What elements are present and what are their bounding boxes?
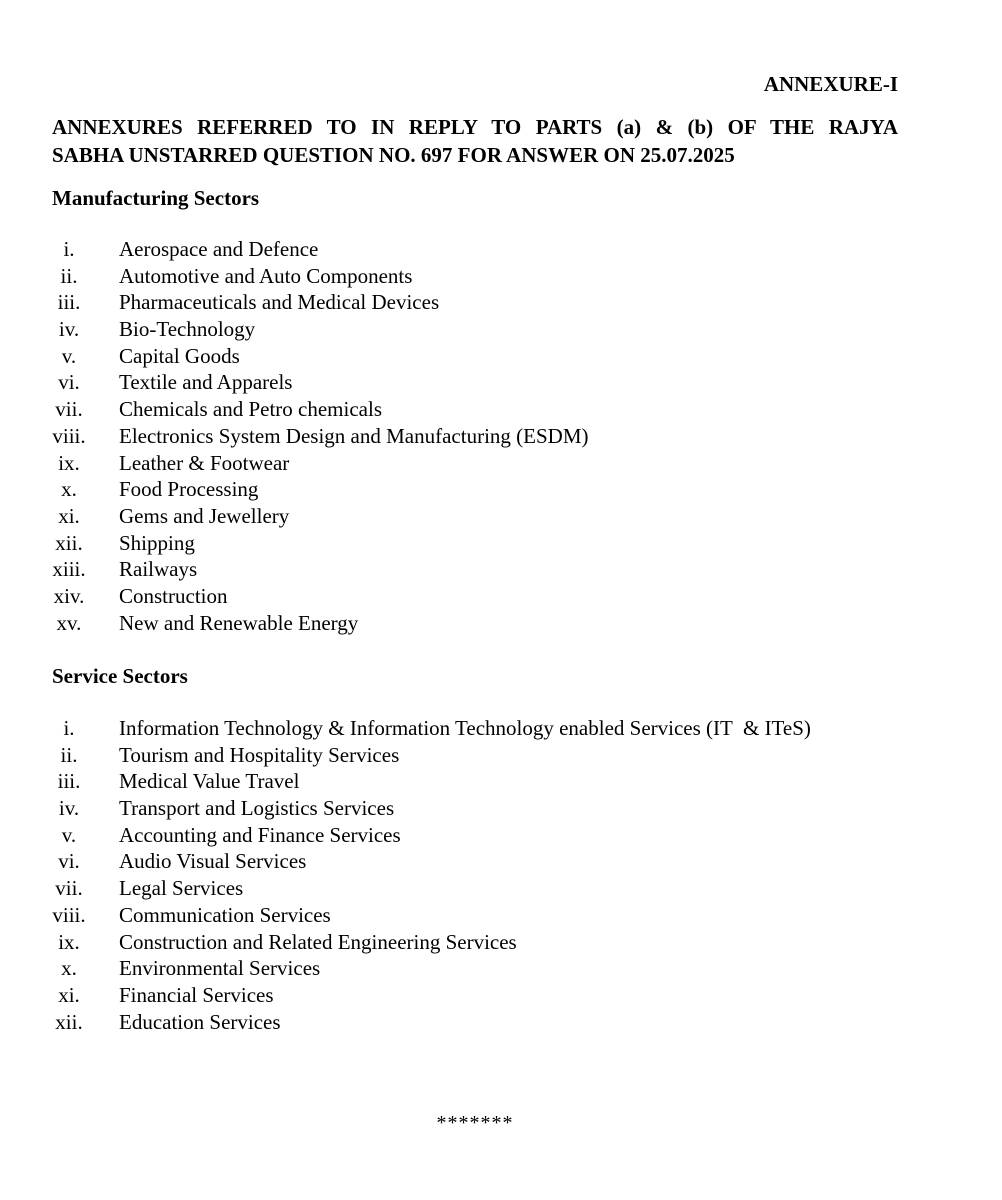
item-label: Food Processing <box>119 477 259 502</box>
item-label: Textile and Apparels <box>119 370 293 395</box>
item-label: Automotive and Auto Components <box>119 263 413 288</box>
list-item <box>0 822 1002 849</box>
list-item <box>0 875 1002 902</box>
item-label: Gems and Jewellery <box>119 503 290 528</box>
item-numeral: i. <box>63 237 75 261</box>
list-item <box>0 768 1002 795</box>
item-numeral: viii. <box>52 423 86 448</box>
list-item <box>0 369 1002 396</box>
item-label: Construction and Related Engineering Services <box>119 929 517 954</box>
item-label: Leather & Footwear <box>119 450 290 475</box>
item-label: Audio Visual Services <box>119 849 307 874</box>
item-label: Aerospace and Defence <box>119 237 319 261</box>
item-numeral: vi. <box>58 370 80 395</box>
list-item <box>0 556 1002 583</box>
item-numeral: vi. <box>58 849 80 874</box>
item-numeral: iii. <box>57 769 81 794</box>
item-label: Capital Goods <box>119 343 240 368</box>
item-numeral: xii. <box>55 1009 83 1034</box>
list-item <box>0 955 1002 982</box>
list-item <box>0 795 1002 822</box>
item-label: New and Renewable Energy <box>119 610 359 635</box>
item-label: Financial Services <box>119 982 274 1007</box>
heading-line-2: SABHA UNSTARRED QUESTION NO. 697 FOR ANSWER ON 25.07.2025 <box>52 143 735 167</box>
item-label: Shipping <box>119 530 195 555</box>
list-item <box>0 715 1002 742</box>
list-item <box>0 396 1002 423</box>
annexure-label: ANNEXURE-I <box>763 72 898 96</box>
heading-line-1: ANNEXURES REFERRED TO IN REPLY TO PARTS (a) & (b) OF THE RAJYA <box>52 115 898 139</box>
list-item <box>0 450 1002 477</box>
item-numeral: xiv. <box>53 583 85 608</box>
item-numeral: viii. <box>52 902 86 927</box>
item-numeral: x. <box>61 956 77 981</box>
document-heading <box>52 113 898 169</box>
item-numeral: vii. <box>55 397 83 422</box>
list-item <box>0 583 1002 610</box>
manufacturing-sectors-heading: Manufacturing Sectors <box>52 186 260 210</box>
list-item <box>0 929 1002 956</box>
item-numeral: iv. <box>58 317 80 342</box>
list-item <box>0 1009 1002 1036</box>
list-item <box>0 476 1002 503</box>
list-item <box>0 530 1002 557</box>
item-label: Bio-Technology <box>119 317 256 342</box>
item-label: Medical Value Travel <box>119 769 300 794</box>
item-label: Accounting and Finance Services <box>119 822 401 847</box>
item-label: Tourism and Hospitality Services <box>119 742 400 767</box>
item-label: Chemicals and Petro chemicals <box>119 397 383 422</box>
item-label: Education Services <box>119 1009 281 1034</box>
item-numeral: v. <box>61 822 77 847</box>
item-numeral: vii. <box>55 876 83 901</box>
item-label: Electronics System Design and Manufacturing (ESDM) <box>119 423 589 448</box>
list-item <box>0 236 1002 263</box>
item-numeral: xv. <box>56 610 82 635</box>
item-label: Information Technology & Information Technology enabled Services (IT & ITeS) <box>119 716 811 740</box>
item-label: Railways <box>119 557 198 582</box>
service-sectors-list <box>0 715 1002 1035</box>
list-item <box>0 610 1002 637</box>
service-sectors-heading: Service Sectors <box>52 664 188 688</box>
item-numeral: xii. <box>55 530 83 555</box>
item-label: Environmental Services <box>119 956 321 981</box>
item-numeral: ii. <box>60 742 78 767</box>
item-numeral: iv. <box>58 796 80 821</box>
item-label: Transport and Logistics Services <box>119 796 395 821</box>
item-numeral: ix. <box>58 450 80 475</box>
list-item <box>0 289 1002 316</box>
item-numeral: xi. <box>58 503 80 528</box>
item-numeral: ix. <box>58 929 80 954</box>
item-label: Communication Services <box>119 902 331 927</box>
manufacturing-sectors-list <box>0 236 1002 636</box>
list-item <box>0 503 1002 530</box>
item-numeral: xi. <box>58 982 80 1007</box>
list-item <box>0 742 1002 769</box>
item-label: Construction <box>119 583 228 608</box>
item-numeral: iii. <box>57 290 81 315</box>
list-item <box>0 316 1002 343</box>
item-numeral: v. <box>61 343 77 368</box>
item-numeral: x. <box>61 477 77 502</box>
end-of-document-marker: ******* <box>436 1112 514 1134</box>
item-numeral: i. <box>63 716 75 740</box>
item-label: Pharmaceuticals and Medical Devices <box>119 290 440 315</box>
list-item <box>0 982 1002 1009</box>
list-item <box>0 263 1002 290</box>
list-item <box>0 423 1002 450</box>
item-numeral: xiii. <box>52 557 86 582</box>
list-item <box>0 343 1002 370</box>
item-label: Legal Services <box>119 876 244 901</box>
list-item <box>0 902 1002 929</box>
item-numeral: ii. <box>60 263 78 288</box>
list-item <box>0 848 1002 875</box>
